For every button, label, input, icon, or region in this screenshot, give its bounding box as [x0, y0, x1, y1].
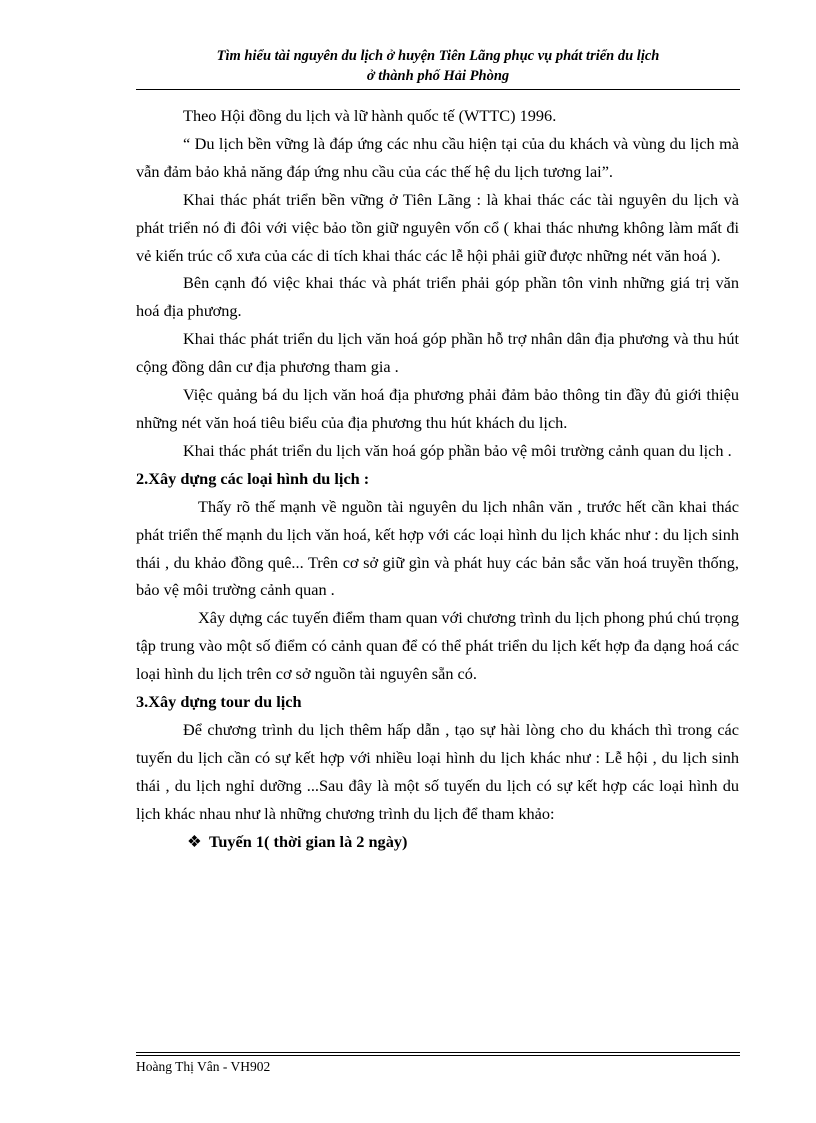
- paragraph-routes: Xây dựng các tuyến điểm tham quan với chương trình du lịch phong phú chú trọng tập trung vào một số điểm có cảnh quan để có thể phát triển du lịch kết hợp đa dạng hoá các loại hình du lịch trên cơ sở nguồn tài nguyên sẵn có.: [136, 608, 739, 684]
- paragraph-strengths: Thấy rõ thế mạnh về nguồn tài nguyên du lịch nhân văn , trước hết cần khai thác phát triển thế mạnh du lịch văn hoá, kết hợp với các loại hình du lịch khác như : du lịch sinh thái , du khảo đồng quê... Trên cơ sở giữ gìn và phát huy các bản sắc văn hoá truyền thống, bảo vệ môi trường cảnh quan .: [136, 496, 739, 600]
- route-bullet-text: Tuyến 1( thời gian là 2 ngày): [209, 831, 408, 851]
- paragraph-wttc: Theo Hội đồng du lịch và lữ hành quốc tế (WTTC) 1996.: [183, 106, 557, 125]
- header-title-line1: Tìm hiểu tài nguyên du lịch ở huyện Tiên Lãng phục vụ phát triển du lịch: [216, 48, 660, 64]
- section-heading-3: 3.Xây dựng tour du lịch: [136, 692, 302, 712]
- document-body: [136, 102, 739, 855]
- paragraph-culture-value: Bên cạnh đó việc khai thác và phát triển phải góp phần tôn vinh những giá trị văn hoá địa phương.: [136, 273, 739, 321]
- header-title-line2: ở thành phố Hải Phòng: [366, 68, 510, 84]
- paragraph-definition: “ Du lịch bền vững là đáp ứng các nhu cầu hiện tại của du khách và vùng du lịch mà vẫn đảm bảo khả năng đáp ứng nhu cầu của các thế hệ du lịch tương lai”.: [136, 133, 739, 181]
- footer-divider-top: [136, 1052, 740, 1053]
- section-heading-2: 2.Xây dựng các loại hình du lịch :: [136, 468, 370, 488]
- paragraph-tien-lang: Khai thác phát triển bền vững ở Tiên Lãng : là khai thác các tài nguyên du lịch và phát triển nó đi đôi với việc bảo tồn giữ nguyên vốn cổ ( khai thác nhưng không làm mất đi vẻ kiến trúc cổ xưa của các di tích khai thác các lễ hội phải giữ được những nét văn hoá ).: [136, 189, 739, 265]
- page-footer: Hoàng Thị Vân - VH902: [136, 1059, 271, 1074]
- header-divider: [136, 89, 740, 90]
- footer-divider-bottom: [136, 1055, 740, 1056]
- route-bullet-item: [136, 828, 739, 856]
- paragraph-environment: Khai thác phát triển du lịch văn hoá góp phần bảo vệ môi trường cảnh quan du lịch .: [183, 440, 732, 460]
- page-header: [136, 46, 740, 86]
- four-diamond-bullet-icon: ❖: [187, 831, 202, 851]
- paragraph-promotion: Việc quảng bá du lịch văn hoá địa phương phải đảm bảo thông tin đầy đủ giới thiệu những nét văn hoá tiêu biểu của địa phương thu hút khách du lịch.: [136, 385, 739, 432]
- paragraph-support-locals: Khai thác phát triển du lịch văn hoá góp phần hỗ trợ nhân dân địa phương và thu hút cộng đồng dân cư địa phương tham gia .: [136, 329, 739, 377]
- paragraph-tour: Để chương trình du lịch thêm hấp dẫn , tạo sự hài lòng cho du khách thì trong các tuyến du lịch cần có sự kết hợp với nhiều loại hình du lịch khác như : Lễ hội , du lịch sinh thái , du lịch nghỉ dưỡng ...Sau đây là một số tuyến du lịch có sự kết hợp các loại hình du lịch khác nhau như là những chương trình du lịch để tham khảo:: [136, 719, 739, 823]
